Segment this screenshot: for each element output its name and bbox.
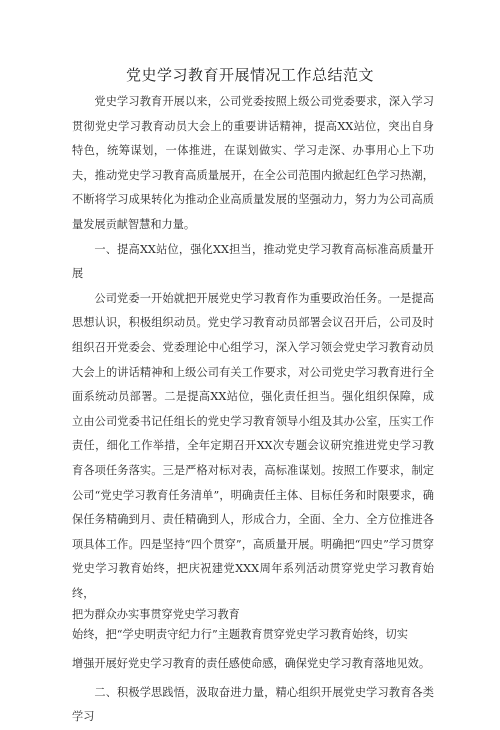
section-heading-2: 二、积极学思践悟，汲取奋进力量，精心组织开展党史学习教育各类学习 xyxy=(72,685,434,724)
section-1-line-c: 增强开展好党史学习教育的责任感使命感，确保党史学习教育落地见效。 xyxy=(72,657,431,671)
document-body xyxy=(72,90,434,730)
intro-paragraph: 党史学习教育开展以来，公司党委按照上级公司党委要求，深入学习贯彻党史学习教育动员大会上的重要讲话精神，提高XX站位，突出自身特色，统筹谋划，一体推进，在谋划做实、学习走深、办事用心上下功夫，推动党史学习教育高质量展开，在全公司范围内掀起红色学习热潮，不断将学习成果转化为推动企业高质量发展的坚强动力，努力为公司高质量发展贡献智慧和力量。 xyxy=(72,95,434,231)
document-title: 党史学习教育开展情况工作总结范文 xyxy=(125,66,374,84)
section-1-paragraph: 公司党委一开始就把开展党史学习教育作为重要政治任务。一是提高思想认识，积极组织动员。党史学习教育动员部署会议召开后，公司及时组织召开党委会、党委理论中心组学习，深入学习领会党史学习教育动员大会上的讲话精神和上级公司有关工作要求，对公司党史学习教育进行全面系统动员部署。二是提高XX站位，强化责任担当。强化组织保障，成立由公司党委书记任组长的党史学习教育领导小组及其办公室，压实工作责任，细化工作举措，全年定期召开XX次专题会议研究推进党史学习教育各项任务落实。三是严格对标对表，高标准谋划。按照工作要求，制定公司“党史学习教育任务清单”，明确责任主体、目标任务和时限要求，确保任务精确到月、责任精确到人，形成合力，全面、全力、全方位推进各项具体工作。四是坚持“四个贯穿”，高质量开展。明确把“四史”学习贯穿党史学习教育始终，把庆祝建党XXX周年系列活动贯穿党史学习教育始终， xyxy=(72,291,434,600)
section-heading-1: 一、提高XX站位，强化XX担当，推动党史学习教育高标准高质量开展 xyxy=(72,242,434,281)
section-1-line-a: 把为群众办实事贯穿党史学习教育 xyxy=(72,608,240,622)
section-1-line-b: 始终，把“学史明责守纪力行”主题教育贯穿党史学习教育始终，切实 xyxy=(72,628,408,642)
